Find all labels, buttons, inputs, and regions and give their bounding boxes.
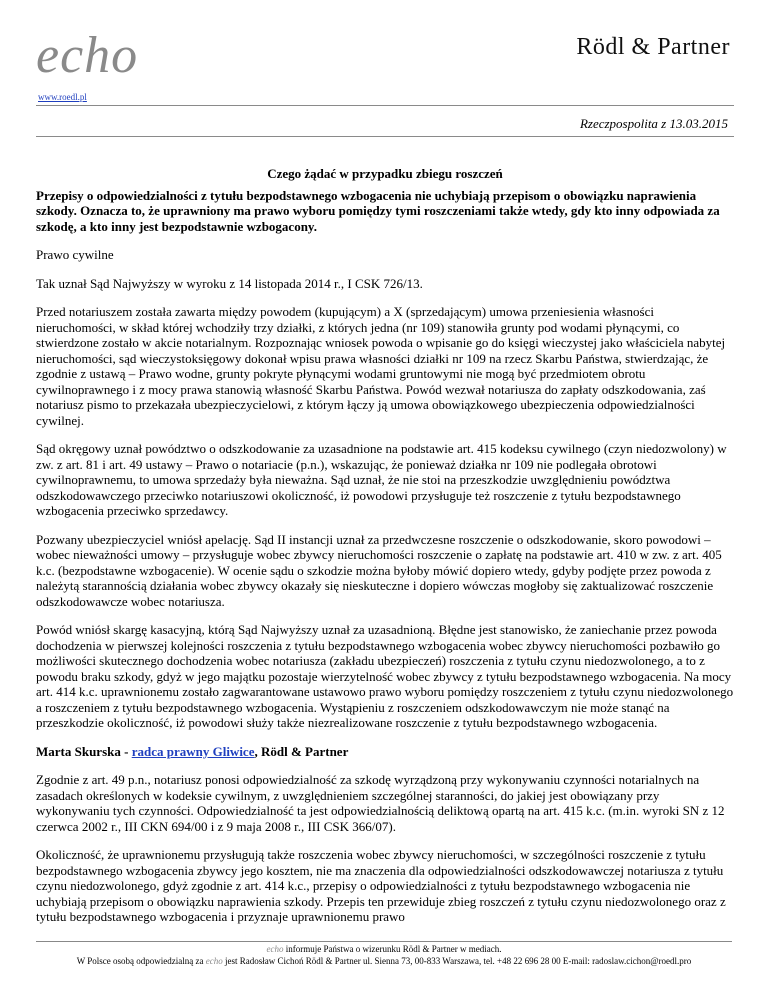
header-divider-bottom [36, 136, 734, 137]
paragraph-5: Powód wniósł skargę kasacyjną, którą Sąd Najwyższy uznał za uzasadnioną. Błędne jest stanowisko, że zaniechanie przez powoda dochodzenia w pierwszej kolejności roszczenia z tytułu bezpodstawnego wzbogacenia wobec zbywcy nieruchomości pozbawiło go możliwości skutecznego dochodzenia wobec notariusza (zakładu ubezpieczeń) roszczenia z tytułu czynu niedozwolonego, a to z powodu braku szkody, gdyż w jego majątku pozostaje wierzytelność wobec zbywcy z tytułu bezpodstawnego wzbogacenia. Na mocy art. 414 k.c. uprawnionemu zostało zagwarantowane ustawowo prawo wyboru pomiędzy roszczeniem z tytułu czynu niedozwolonego a roszczeniem z tytułu bezpodstawnego wzbogacenia. Wystąpieniu z roszczeniem odszkodowawczym nie może stanąć na przeszkodzie okoliczność, iż powodowi służy także niezrealizowane roszczenie z tytułu bezpodstawnego wzbogacenia. [36, 622, 734, 730]
paragraph-1: Tak uznał Sąd Najwyższy w wyroku z 14 listopada 2014 r., I CSK 726/13. [36, 275, 423, 291]
footer-text-2a: W Polsce osobą odpowiedzialną za [76, 956, 206, 966]
website-link[interactable]: www.roedl.pl [38, 92, 87, 102]
author-suffix: , Rödl & Partner [254, 743, 349, 759]
article-lead: Przepisy o odpowiedzialności z tytułu bezpodstawnego wzbogacenia nie uchybiają przepisom o obowiązku naprawienia szkody. Oznacza to, że uprawniony ma prawo wyboru pomiędzy tymi roszczeniami także wtedy, gdy kto inny odpowiada za szkodę, a kto inny jest bezpodstawnie wzbogacony. [36, 187, 720, 234]
paragraph-4: Pozwany ubezpieczyciel wniósł apelację. Sąd II instancji uznał za przedwczesne roszczenie o odszkodowanie, skoro powodowi – wobec nieważności umowy – przysługuje wobec zbywcy nieruchomości roszczenie o zapłatę na podstawie art. 410 w zw. z art. 405 k.c. (bezpodstawne wzbogacenie). W ocenie sądu o szkodzie można byłoby mówić dopiero wtedy, gdyby podjęte przez powoda z należytą starannością działania wobec zbywcy okazały się nieskuteczne i dopiero wówczas mogłoby się zaktualizować roszczenie odszkodowawcze wobec notariusza. [36, 531, 722, 609]
header-divider-top [36, 105, 734, 106]
firm-logo: Rödl & Partner [576, 34, 730, 60]
paragraph-2: Przed notariuszem została zawarta między powodem (kupującym) a X (sprzedającym) umowa przeniesienia własności nieruchomości, w skład której wchodziły trzy działki, z których jedna (nr 109) stanowiła grunty pod wodami płynącymi, co stwierdzone zostało w akcie notarialnym. Rozpoznając wniosek powoda o wpisanie go do księgi wieczystej jako właściciela nabytej nieruchomości, sąd wieczystoksięgowy dokonał wpisu prawa własności działki nr 109 na rzecz Skarbu Państwa, stwierdzając, że zgodnie z ustawą – Prawo wodne, grunty pokryte płynącymi wodami gruntowymi nie mogą być przedmiotem obrotu cywilnoprawnego i z mocy prawa stanowią własność Skarbu Państwa. Powód wezwał notariusza do zapłaty odszkodowania, zaś notariusz pismo to przekazała ubezpieczycielowi, z którym łączy ją umowa obowiązkowego ubezpieczenia odpowiedzialności cywilnej. [36, 304, 726, 428]
footer-text-1: informuje Państwa o wizerunku Rödl & Partner w mediach. [283, 944, 502, 954]
author-link[interactable]: radca prawny Gliwice [131, 743, 255, 759]
author-line [36, 744, 734, 760]
echo-logo: echo [36, 27, 139, 84]
footer-echo-1: echo [266, 944, 284, 954]
footer-line-2 [36, 955, 732, 967]
paragraph-7: Okoliczność, że uprawnionemu przysługują także roszczenia wobec zbywcy nieruchomości, w szczególności roszczenie z tytułu bezpodstawnego wzbogacenia zbywcy jego kosztem, nie ma znaczenia dla odpowiedzialności odszkodowawczej notariusza z tytułu czynu niedozwolonego, gdyż zgodnie z art. 414 k.c., przepisy o odpowiedzialności z tytułu bezpodstawnego wzbogacenia nie uchybiają przepisom o obowiązku naprawienia szkody. Przepis ten przewiduje zbieg roszczeń z tytułu czynu niedozwolonego oraz z tytułu bezpodstawnego wzbogacenia i przyznaje uprawnionemu prawo [36, 847, 726, 924]
footer-line-1 [36, 943, 732, 955]
footer-text-2b: jest Radosław Cichoń Rödl & Partner ul. Sienna 73, 00-833 Warszawa, tel. +48 22 696 28 00 E-mail: radoslaw.cichon@roedl.pro [222, 956, 692, 966]
paragraph-6: Zgodnie z art. 49 p.n., notariusz ponosi odpowiedzialność za szkodę wyrządzoną przy wykonywaniu czynności notarialnych na zasadach określonych w kodeksie cywilnym, z uwzględnieniem szczególnej staranności, do jakiej jest obowiązany przy wykonywaniu tych czynności. Odpowiedzialność ta jest odpowiedzialnością deliktową opartą na art. 415 k.c. (m.in. wyroki SN z 12 czerwca 2002 r., III CKN 694/00 i z 9 maja 2008 r., III CSK 366/07). [36, 772, 725, 834]
article-body [36, 166, 734, 938]
page-footer [36, 941, 732, 967]
source-line: Rzeczpospolita z 13.03.2015 [579, 116, 728, 131]
article-title: Czego żądać w przypadku zbiegu roszczeń [267, 166, 503, 181]
author-name: Marta Skurska - [36, 743, 132, 759]
article-category: Prawo cywilne [36, 247, 114, 262]
paragraph-3: Sąd okręgowy uznał powództwo o odszkodowanie za uzasadnione na podstawie art. 415 kodeksu cywilnego (czyn niedozwolony) w zw. z art. 81 i art. 49 ustawy – Prawo o notariacie (p.n.), wskazując, że ponieważ działka nr 109 nie podlegała obrotowi cywilnoprawnemu, to umowa sprzedaży była nieważna. Sąd uznał, że nie stoi na przeszkodzie uwzględnieniu powództwa odszkodowawczego przeciwko notariuszowi okoliczność, iż powodowi przysługuje też roszczenie z tytułu bezpodstawnego wzbogacenia przeciwko sprzedawcy. [36, 441, 727, 518]
footer-echo-2: echo [205, 956, 223, 966]
